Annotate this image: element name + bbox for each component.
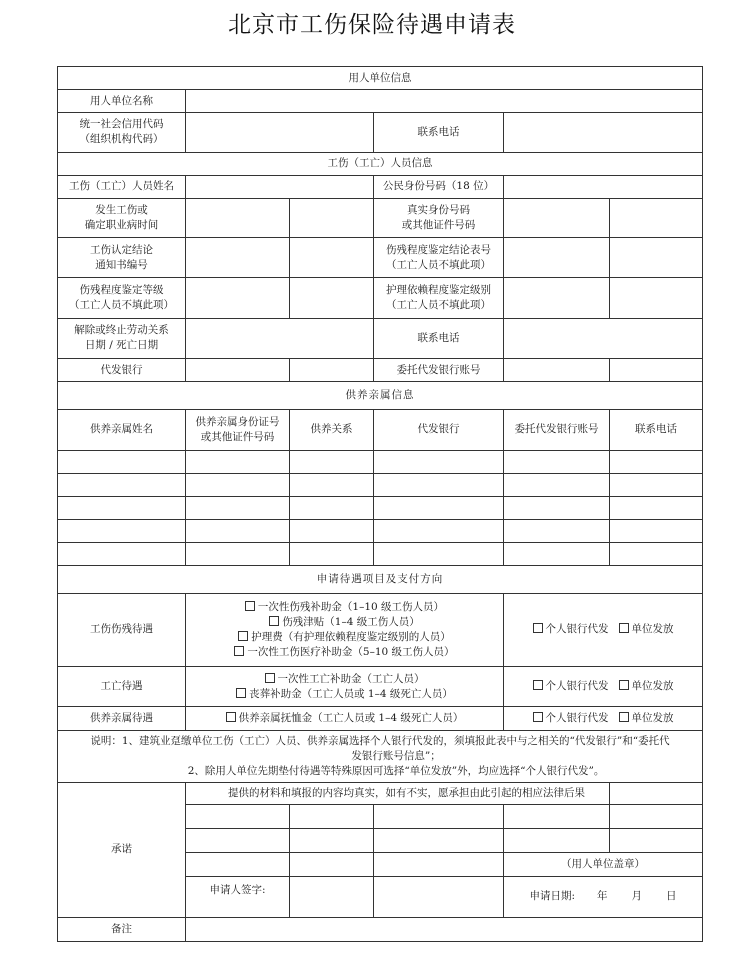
- worker-account-field-b[interactable]: [610, 358, 703, 381]
- dependent-cell[interactable]: [374, 450, 504, 473]
- dependent-cell[interactable]: [290, 450, 374, 473]
- disability-grade-field-b[interactable]: [290, 278, 374, 318]
- dependent-pay-direction: [504, 707, 703, 730]
- worker-name-field[interactable]: [186, 175, 374, 198]
- signature-field[interactable]: [290, 876, 374, 917]
- pledge-field[interactable]: [186, 853, 290, 876]
- pledge-field[interactable]: [186, 829, 290, 853]
- pledge-field[interactable]: [186, 805, 290, 829]
- checkbox-icon[interactable]: [245, 601, 255, 611]
- pledge-field[interactable]: [504, 829, 610, 853]
- employer-phone-label: 联系电话: [374, 113, 504, 152]
- pledge-field[interactable]: [610, 805, 703, 829]
- dependent-cell[interactable]: [290, 496, 374, 519]
- disability-grade-label: 伤残程度鉴定等级 （工亡人员不填此项）: [58, 278, 186, 318]
- checkbox-icon[interactable]: [619, 623, 629, 633]
- signature-field[interactable]: [374, 876, 504, 917]
- death-benefits-options: [186, 667, 504, 707]
- worker-phone-label: 联系电话: [374, 318, 504, 358]
- pay-unit-option[interactable]: 单位发放: [619, 623, 674, 635]
- benefit-option[interactable]: 伤残津贴（1–4 级工伤人员）: [188, 615, 501, 630]
- benefit-option[interactable]: 一次性工亡补助金（工亡人员）: [188, 672, 501, 687]
- signature-label: 申请人签字:: [186, 876, 290, 917]
- dependent-phone-header: 联系电话: [610, 410, 703, 450]
- dependent-cell[interactable]: [186, 520, 290, 543]
- real-id-label: 真实身份号码 或其他证件号码: [374, 198, 504, 237]
- dependent-cell[interactable]: [290, 520, 374, 543]
- dependent-name-header: 供养亲属姓名: [58, 410, 186, 450]
- dependent-cell[interactable]: [374, 520, 504, 543]
- dependent-id-header: 供养亲属身份证号 或其他证件号码: [186, 410, 290, 450]
- benefit-option[interactable]: 丧葬补助金（工亡人员或 1–4 级死亡人员）: [188, 687, 501, 702]
- pledge-field[interactable]: [290, 805, 374, 829]
- dependent-bank-header: 代发银行: [374, 410, 504, 450]
- worker-id-field[interactable]: [504, 175, 703, 198]
- checkbox-icon[interactable]: [619, 680, 629, 690]
- dependent-row: [58, 543, 703, 566]
- dependent-cell[interactable]: [610, 543, 703, 566]
- checkbox-icon[interactable]: [226, 712, 236, 722]
- dependent-cell[interactable]: [504, 450, 610, 473]
- application-form: [57, 66, 703, 942]
- disability-form-field-b[interactable]: [610, 238, 703, 278]
- benefit-option[interactable]: 护理费（有护理依赖程度鉴定级别的人员）: [188, 630, 501, 645]
- pay-personal-option[interactable]: 个人银行代发: [533, 623, 609, 635]
- injury-date-field-b[interactable]: [290, 198, 374, 237]
- worker-account-field-a[interactable]: [504, 358, 610, 381]
- credit-code-label: 统一社会信用代码 （组织机构代码）: [58, 113, 186, 152]
- employer-name-field[interactable]: [186, 90, 703, 113]
- dependent-cell[interactable]: [610, 473, 703, 496]
- dependent-account-header: 委托代发银行账号: [504, 410, 610, 450]
- pledge-field[interactable]: [290, 829, 374, 853]
- dependent-benefits-label: 供养亲属待遇: [58, 707, 186, 730]
- pay-personal-option[interactable]: 个人银行代发: [533, 680, 609, 692]
- disability-form-label: 伤残程度鉴定结论表号 （工亡人员不填此项）: [374, 238, 504, 278]
- dependent-row: [58, 450, 703, 473]
- benefits-section-heading: 申请待遇项目及支付方向: [58, 566, 703, 593]
- dependent-cell[interactable]: [610, 450, 703, 473]
- dependent-cell[interactable]: [58, 450, 186, 473]
- dependent-cell[interactable]: [504, 473, 610, 496]
- worker-phone-field[interactable]: [504, 318, 703, 358]
- dependent-cell[interactable]: [374, 543, 504, 566]
- dependent-row: [58, 473, 703, 496]
- pledge-blank: [610, 782, 703, 804]
- dependent-cell[interactable]: [186, 450, 290, 473]
- termination-date-field[interactable]: [186, 318, 374, 358]
- dependent-cell[interactable]: [290, 473, 374, 496]
- employer-seal-label: （用人单位盖章）: [504, 853, 703, 876]
- remarks-label: 备注: [58, 917, 186, 941]
- dependent-relation-header: 供养关系: [290, 410, 374, 450]
- dependent-cell[interactable]: [186, 543, 290, 566]
- pledge-field[interactable]: [374, 805, 504, 829]
- pledge-field[interactable]: [290, 853, 374, 876]
- worker-bank-field-b[interactable]: [290, 358, 374, 381]
- disability-form-field-a[interactable]: [504, 238, 610, 278]
- worker-bank-field-a[interactable]: [186, 358, 290, 381]
- worker-section-heading: 工伤（工亡）人员信息: [58, 152, 703, 175]
- disability-grade-field-a[interactable]: [186, 278, 290, 318]
- dependents-section-heading: 供养亲属信息: [58, 382, 703, 410]
- pledge-field[interactable]: [610, 829, 703, 853]
- employer-name-label: 用人单位名称: [58, 90, 186, 113]
- benefit-option[interactable]: 一次性工伤医疗补助金（5–10 级工伤人员）: [188, 645, 501, 660]
- checkbox-icon[interactable]: [238, 631, 248, 641]
- dependent-cell[interactable]: [610, 520, 703, 543]
- benefit-option[interactable]: 一次性伤残补助金（1–10 级工伤人员）: [188, 600, 501, 615]
- dependent-cell[interactable]: [374, 473, 504, 496]
- pledge-field[interactable]: [374, 853, 504, 876]
- dependent-cell[interactable]: [58, 543, 186, 566]
- dependent-cell[interactable]: [610, 496, 703, 519]
- care-grade-field-a[interactable]: [504, 278, 610, 318]
- checkbox-icon[interactable]: [533, 680, 543, 690]
- disability-benefits-label: 工伤伤残待遇: [58, 593, 186, 667]
- employer-phone-field[interactable]: [504, 113, 703, 152]
- care-grade-label: 护理依赖程度鉴定级别 （工亡人员不填此项）: [374, 278, 504, 318]
- pledge-field[interactable]: [504, 805, 610, 829]
- care-grade-field-b[interactable]: [610, 278, 703, 318]
- dependent-benefits-options: [186, 707, 504, 730]
- pledge-statement: 提供的材料和填报的内容均真实，如有不实，愿承担由此引起的相应法律后果: [186, 782, 610, 804]
- notice-number-field-b[interactable]: [290, 238, 374, 278]
- checkbox-icon[interactable]: [234, 646, 244, 656]
- death-pay-direction: [504, 667, 703, 707]
- pledge-label: 承诺: [58, 782, 186, 917]
- instructions-note: 说明：1、建筑业趸缴单位工伤（工亡）人员、供养亲属选择个人银行代发的，须填报此表中与之相关的“代发银行”和“委托代 发银行账号信息”； 2、除用人单位先期垫付待遇等特殊原因可选择“单位发放”外，均应选择“个人银行代发”。: [58, 730, 703, 782]
- dependent-cell[interactable]: [58, 496, 186, 519]
- disability-pay-direction: [504, 593, 703, 667]
- worker-name-label: 工伤（工亡）人员姓名: [58, 175, 186, 198]
- credit-code-field[interactable]: [186, 113, 374, 152]
- dependent-cell[interactable]: [58, 473, 186, 496]
- worker-account-label: 委托代发银行账号: [374, 358, 504, 381]
- pay-personal-option[interactable]: 个人银行代发: [533, 712, 609, 724]
- disability-benefits-options: [186, 593, 504, 667]
- employer-section-heading: 用人单位信息: [58, 67, 703, 90]
- death-benefits-label: 工亡待遇: [58, 667, 186, 707]
- pay-unit-option[interactable]: 单位发放: [619, 712, 674, 724]
- notice-number-label: 工伤认定结论 通知书编号: [58, 238, 186, 278]
- injury-date-field-a[interactable]: [186, 198, 290, 237]
- pay-unit-option[interactable]: 单位发放: [619, 680, 674, 692]
- dependent-cell[interactable]: [504, 543, 610, 566]
- checkbox-icon[interactable]: [619, 712, 629, 722]
- checkbox-icon[interactable]: [533, 623, 543, 633]
- real-id-field-b[interactable]: [610, 198, 703, 237]
- checkbox-icon[interactable]: [265, 673, 275, 683]
- dependent-row: [58, 520, 703, 543]
- worker-bank-label: 代发银行: [58, 358, 186, 381]
- real-id-field-a[interactable]: [504, 198, 610, 237]
- form-title: 北京市工伤保险待遇申请表: [228, 12, 516, 38]
- notice-number-field-a[interactable]: [186, 238, 290, 278]
- dependent-cell[interactable]: [290, 543, 374, 566]
- checkbox-icon[interactable]: [269, 616, 279, 626]
- checkbox-icon[interactable]: [533, 712, 543, 722]
- dependent-cell[interactable]: [504, 496, 610, 519]
- dependent-cell[interactable]: [58, 520, 186, 543]
- application-date[interactable]: 申请日期: 年 月 日: [504, 876, 703, 917]
- dependent-row: [58, 496, 703, 519]
- injury-date-label: 发生工伤或 确定职业病时间: [58, 198, 186, 237]
- benefit-option[interactable]: 供养亲属抚恤金（工亡人员或 1–4 级死亡人员）: [188, 711, 501, 726]
- termination-date-label: 解除或终止劳动关系 日期 / 死亡日期: [58, 318, 186, 358]
- dependent-cell[interactable]: [374, 496, 504, 519]
- checkbox-icon[interactable]: [236, 688, 246, 698]
- pledge-field[interactable]: [374, 829, 504, 853]
- worker-id-label: 公民身份号码（18 位）: [374, 175, 504, 198]
- dependent-cell[interactable]: [186, 473, 290, 496]
- remarks-field[interactable]: [186, 917, 703, 941]
- dependent-cell[interactable]: [186, 496, 290, 519]
- dependent-cell[interactable]: [504, 520, 610, 543]
